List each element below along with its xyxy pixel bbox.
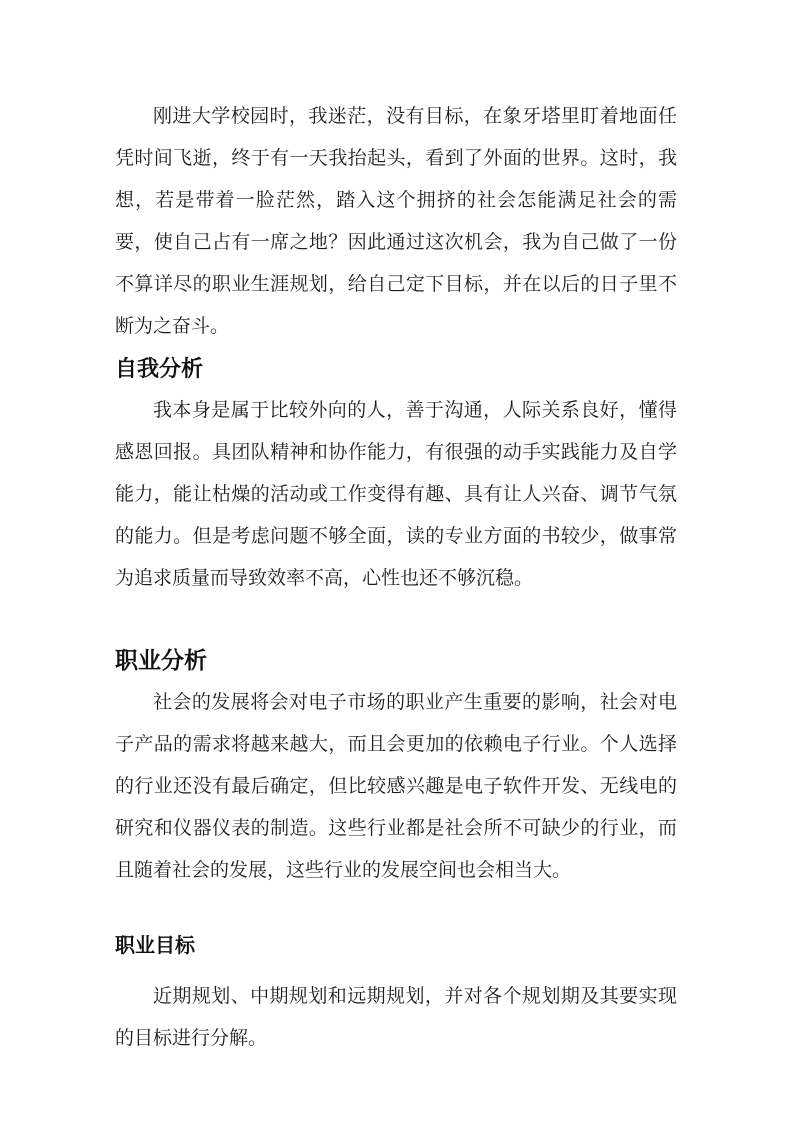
career-goal-paragraph: 近期规划、中期规划和远期规划，并对各个规划期及其要实现的目标进行分解。 — [115, 986, 677, 1049]
self-analysis-paragraph: 我本身是属于比较外向的人，善于沟通，人际关系良好，懂得感恩回报。具团队精神和协作能力，有很强的动手实践能力及自学能力，能让枯燥的活动或工作变得有趣、具有让人兴奋、调节气氛的能力。但是考虑问题不够全面，读的专业方面的书较少，做事常为追求质量而导致效率不高，心性也还不够沉稳。 — [115, 400, 677, 589]
heading-self-analysis: 自我分析 — [115, 356, 204, 381]
heading-career-goal: 职业目标 — [115, 935, 195, 957]
intro-paragraph: 刚进大学校园时，我迷茫，没有目标，在象牙塔里盯着地面任凭时间飞逝，终于有一天我抬起头，看到了外面的世界。这时，我想，若是带着一脸茫然，踏入这个拥挤的社会怎能满足社会的需要，使自己占有一席之地？因此通过这次机会，我为自己做了一份不算详尽的职业生涯规划，给自己定下目标，并在以后的日子里不断为之奋斗。 — [115, 106, 677, 337]
heading-career-analysis: 职业分析 — [115, 648, 207, 673]
career-analysis-paragraph: 社会的发展将会对电子市场的职业产生重要的影响，社会对电子产品的需求将越来越大，而且会更加的依赖电子行业。个人选择的行业还没有最后确定，但比较感兴趣是电子软件开发、无线电的研究和仪器仪表的制造。这些行业都是社会所不可缺少的行业，而且随着社会的发展，这些行业的发展空间也会相当大。 — [115, 692, 677, 881]
